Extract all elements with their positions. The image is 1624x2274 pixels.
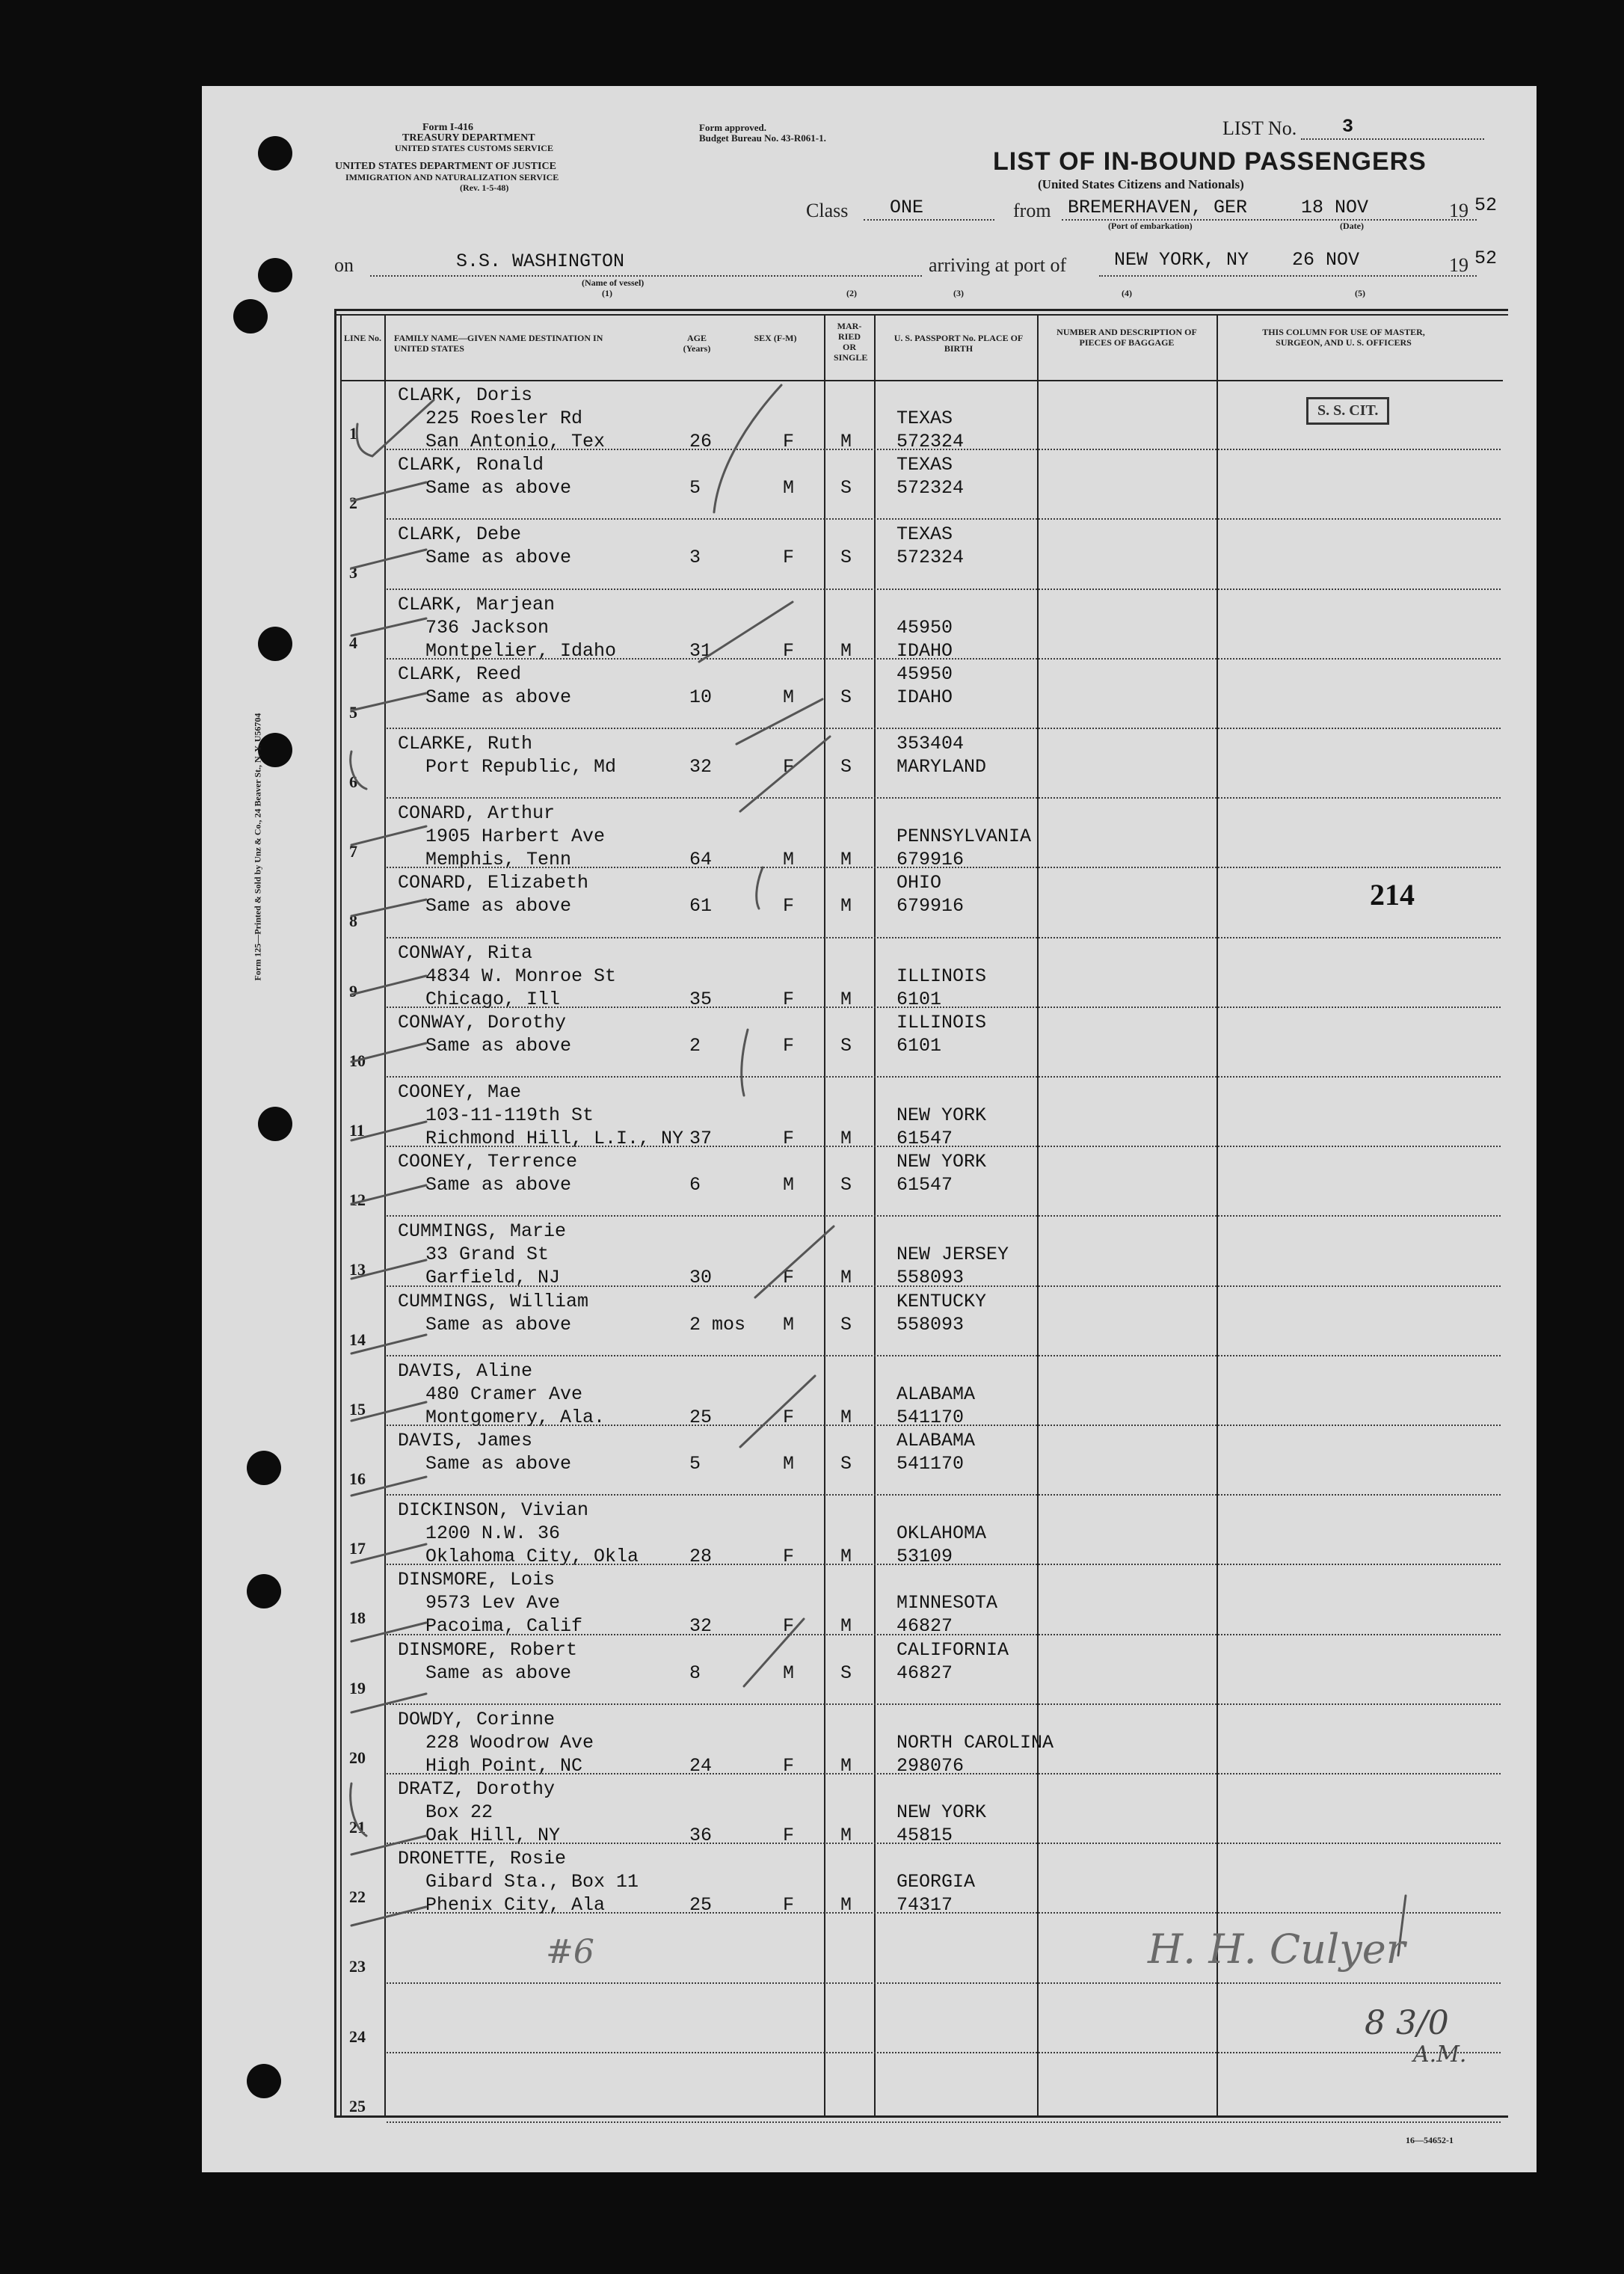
passenger-marital: M: [840, 1894, 852, 1917]
form-approved: Form approved.: [699, 122, 767, 133]
passenger-sex: M: [783, 1313, 795, 1336]
col-header-married: MAR- RIED OR SINGLE: [834, 321, 868, 363]
line-number: 22: [349, 1887, 366, 1907]
form-revision: (Rev. 1-5-48): [460, 182, 509, 193]
passenger-address-2: San Antonio, Tex: [425, 431, 606, 452]
class-line: [864, 219, 994, 221]
passenger-address-2: Richmond Hill, L.I., NY: [425, 1128, 684, 1149]
passenger-age: 25: [689, 1894, 713, 1917]
passenger-sex: M: [783, 477, 795, 500]
passenger-marital: M: [840, 1406, 852, 1428]
passenger-name: CLARK, Reed: [398, 663, 522, 685]
line-number: 7: [349, 842, 357, 861]
line-number: 3: [349, 563, 357, 583]
passenger-marital: M: [840, 1267, 852, 1289]
year-prefix-2: 19: [1449, 254, 1468, 276]
passenger-address-2: Memphis, Tenn: [425, 849, 572, 871]
row-divider: [387, 518, 1501, 520]
citizen-stamp: S. S. CIT.: [1306, 397, 1389, 425]
passenger-age: 6: [689, 1174, 701, 1196]
annotation-214: 214: [1370, 878, 1415, 912]
passenger-marital: S: [840, 756, 852, 778]
passenger-passport: 558093: [896, 1267, 965, 1289]
table-top-border-2: [334, 314, 1508, 316]
margin-note-time: 8 3/0: [1365, 2004, 1449, 2042]
row-divider: [387, 1007, 1501, 1008]
punch-hole: [258, 136, 292, 170]
passenger-address-1: Same as above: [425, 477, 572, 500]
passenger-sex: F: [783, 1034, 795, 1057]
line-number: 21: [349, 1818, 366, 1837]
passenger-name: DINSMORE, Robert: [398, 1638, 578, 1661]
passenger-birthplace: MINNESOTA: [896, 1592, 998, 1614]
row-divider: [387, 1843, 1501, 1844]
passenger-sex: M: [783, 1453, 795, 1475]
vessel-name: S.S. WASHINGTON: [456, 251, 625, 272]
passenger-sex: F: [783, 1406, 795, 1428]
table-top-border: [334, 309, 1508, 311]
passenger-birthplace: NEW JERSEY: [896, 1244, 1009, 1266]
passenger-passport: IDAHO: [896, 639, 953, 662]
vessel-col-number: (1): [602, 288, 612, 298]
passenger-name: DAVIS, James: [398, 1430, 533, 1451]
line-number: 14: [349, 1330, 366, 1349]
passenger-address-1: Gibard Sta., Box 11: [425, 1871, 639, 1893]
passenger-marital: M: [840, 1615, 852, 1638]
passenger-passport: 61547: [896, 1174, 953, 1196]
passenger-name: CONWAY, Rita: [398, 941, 533, 964]
passenger-age: 8: [689, 1662, 701, 1684]
passenger-name: DICKINSON, Vivian: [398, 1499, 589, 1522]
passenger-age: 2: [689, 1034, 701, 1057]
vessel-line: [370, 275, 922, 277]
col-header-sex: SEX (F-M): [754, 333, 797, 343]
passenger-birthplace: CALIFORNIA: [896, 1638, 1009, 1661]
list-subtitle: (United States Citizens and Nationals): [1038, 177, 1244, 191]
passenger-passport: 572324: [896, 547, 965, 569]
passenger-address-1: 480 Cramer Ave: [425, 1383, 583, 1405]
passenger-age: 5: [689, 477, 701, 500]
row-divider: [387, 1773, 1501, 1774]
officer-signature: H. H. Culyer: [1148, 1926, 1406, 1973]
row-divider: [387, 449, 1501, 450]
arrival-port: NEW YORK, NY: [1114, 249, 1249, 271]
passenger-birthplace: TEXAS: [896, 454, 953, 476]
passenger-passport: 45815: [896, 1825, 953, 1846]
passenger-marital: M: [840, 1546, 852, 1568]
passenger-age: 37: [689, 1128, 713, 1149]
passenger-marital: S: [840, 547, 852, 569]
passenger-age: 28: [689, 1546, 713, 1568]
passenger-birthplace: ALABAMA: [896, 1430, 976, 1451]
arriving-label: arriving at port of: [929, 254, 1067, 276]
passenger-sex: F: [783, 1894, 795, 1917]
punch-hole: [258, 258, 292, 292]
passenger-name: CUMMINGS, William: [398, 1290, 589, 1312]
passenger-birthplace: ILLINOIS: [896, 965, 987, 987]
passenger-passport: 558093: [896, 1313, 965, 1336]
passenger-passport: 679916: [896, 849, 965, 871]
passenger-marital: S: [840, 686, 852, 708]
passenger-address-2: Oklahoma City, Okla: [425, 1546, 639, 1568]
class-value: ONE: [890, 197, 924, 218]
list-no-value: 3: [1342, 116, 1354, 138]
line-number: 18: [349, 1608, 366, 1628]
col-header-passport: U. S. PASSPORT No. PLACE OF BIRTH: [893, 333, 1024, 354]
passenger-name: DAVIS, Aline: [398, 1359, 533, 1382]
passenger-age: 5: [689, 1453, 701, 1475]
punch-hole: [233, 299, 268, 334]
passenger-address-1: Same as above: [425, 1662, 572, 1684]
row-divider: [387, 1703, 1501, 1705]
passenger-passport: 6101: [896, 988, 942, 1010]
passenger-passport: 46827: [896, 1615, 953, 1638]
passenger-name: DOWDY, Corinne: [398, 1708, 556, 1730]
passenger-name: DINSMORE, Lois: [398, 1569, 556, 1591]
from-port: BREMERHAVEN, GER: [1068, 197, 1248, 218]
passenger-passport: MARYLAND: [896, 756, 987, 778]
table-header-bottom: [340, 380, 1503, 381]
passenger-name: CLARKE, Ruth: [398, 733, 533, 755]
table-left-border-2: [340, 314, 342, 2116]
passenger-name: CUMMINGS, Marie: [398, 1220, 567, 1243]
line-number: 25: [349, 2096, 366, 2115]
passenger-address-1: Port Republic, Md: [425, 756, 617, 778]
passenger-name: COONEY, Mae: [398, 1081, 522, 1103]
passenger-passport: IDAHO: [896, 686, 953, 708]
row-divider: [387, 2121, 1501, 2123]
passenger-name: CONARD, Elizabeth: [398, 872, 589, 894]
passenger-age: 10: [689, 686, 713, 708]
passenger-passport: 74317: [896, 1894, 953, 1917]
passenger-address-1: Same as above: [425, 686, 572, 708]
passenger-sex: F: [783, 756, 795, 778]
passenger-sex: F: [783, 1615, 795, 1638]
list-title: LIST OF IN-BOUND PASSENGERS: [993, 147, 1427, 176]
line-number: 2: [349, 494, 357, 513]
line-number: 10: [349, 1051, 366, 1070]
form-number: Form I-416: [422, 122, 474, 133]
row-divider: [387, 728, 1501, 729]
passenger-name: CLARK, Marjean: [398, 593, 556, 615]
passenger-age: 24: [689, 1754, 713, 1777]
list-no-line: [1301, 138, 1484, 140]
row-divider: [387, 1982, 1501, 1984]
table-bottom-border: [334, 2115, 1508, 2118]
row-divider: [387, 867, 1501, 868]
row-divider: [387, 1146, 1501, 1147]
passenger-address-2: Montpelier, Idaho: [425, 639, 617, 662]
passenger-age: 31: [689, 639, 713, 662]
passenger-name: DRATZ, Dorothy: [398, 1778, 556, 1800]
row-divider: [387, 797, 1501, 799]
passenger-passport: 6101: [896, 1034, 942, 1057]
line-number: 24: [349, 2026, 366, 2046]
passenger-marital: M: [840, 895, 852, 918]
passenger-age: 32: [689, 1615, 713, 1638]
line-number: 13: [349, 1260, 366, 1279]
passenger-name: CONARD, Arthur: [398, 802, 556, 825]
line-number: 17: [349, 1539, 366, 1558]
from-label: from: [1013, 200, 1051, 221]
punch-hole: [247, 1574, 281, 1608]
passenger-age: 61: [689, 895, 713, 918]
row-divider: [387, 1634, 1501, 1635]
punch-hole: [247, 2064, 281, 2098]
passenger-birthplace: 353404: [896, 733, 965, 755]
passenger-address-1: Same as above: [425, 547, 572, 569]
passenger-passport: 46827: [896, 1662, 953, 1684]
passenger-address-1: 1200 N.W. 36: [425, 1522, 561, 1545]
col-header-age: AGE (Years): [683, 333, 711, 354]
passenger-birthplace: OKLAHOMA: [896, 1522, 987, 1545]
passenger-name: CLARK, Debe: [398, 523, 522, 546]
passenger-age: 64: [689, 849, 713, 871]
passenger-passport: 572324: [896, 477, 965, 500]
passenger-birthplace: NORTH CAROLINA: [896, 1731, 1054, 1754]
line-number: 5: [349, 702, 357, 722]
row-divider: [387, 2052, 1501, 2053]
line-number: 6: [349, 772, 357, 791]
departure-year: 52: [1474, 194, 1498, 216]
passenger-age: 2 mos: [689, 1313, 746, 1336]
passenger-sex: M: [783, 686, 795, 708]
punch-hole: [247, 1451, 281, 1485]
passenger-age: 3: [689, 547, 701, 569]
col-header-name: FAMILY NAME—GIVEN NAME DESTINATION IN UNITED STATES: [394, 333, 603, 354]
passenger-passport: 541170: [896, 1453, 965, 1475]
passenger-marital: S: [840, 1662, 852, 1684]
passenger-birthplace: TEXAS: [896, 408, 953, 429]
col-header-line: LINE No.: [343, 333, 381, 343]
line-number: 16: [349, 1469, 366, 1488]
passenger-age: 25: [689, 1406, 713, 1428]
passenger-address-1: Same as above: [425, 1453, 572, 1475]
line-number: 4: [349, 633, 357, 652]
row-divider: [387, 1564, 1501, 1565]
line-number: 15: [349, 1399, 366, 1419]
line-number: 20: [349, 1748, 366, 1767]
passenger-address-2: Garfield, NJ: [425, 1267, 561, 1289]
arrival-year: 52: [1474, 248, 1498, 269]
passenger-address-1: 33 Grand St: [425, 1244, 550, 1266]
departure-date: 18 NOV: [1301, 197, 1369, 218]
passenger-address-2: Chicago, Ill: [425, 988, 561, 1010]
passenger-birthplace: NEW YORK: [896, 1104, 987, 1126]
passenger-table: [334, 309, 1508, 2117]
col-divider-line: [384, 314, 386, 2116]
passenger-sex: F: [783, 639, 795, 662]
passenger-address-2: High Point, NC: [425, 1754, 583, 1777]
col-num-4: (4): [1122, 288, 1132, 298]
passenger-age: 32: [689, 756, 713, 778]
passenger-address-1: 4834 W. Monroe St: [425, 965, 617, 987]
passenger-address-1: 225 Roesler Rd: [425, 408, 583, 429]
passenger-address-1: Same as above: [425, 1034, 572, 1057]
line-number: 1: [349, 424, 357, 443]
passenger-name: DRONETTE, Rosie: [398, 1848, 567, 1870]
passenger-sex: F: [783, 988, 795, 1010]
vessel-note: (Name of vessel): [582, 277, 645, 288]
passenger-address-1: 9573 Lev Ave: [425, 1592, 561, 1614]
passenger-address-1: 103-11-119th St: [425, 1104, 594, 1126]
passenger-address-1: 736 Jackson: [425, 616, 550, 639]
passenger-passport: 298076: [896, 1754, 965, 1777]
passenger-address-1: Same as above: [425, 895, 572, 918]
passenger-marital: S: [840, 1453, 852, 1475]
dept-justice: UNITED STATES DEPARTMENT OF JUSTICE: [335, 161, 556, 172]
punch-hole: [258, 1107, 292, 1141]
row-divider: [387, 589, 1501, 590]
budget-bureau: Budget Bureau No. 43-R061-1.: [699, 132, 826, 144]
col-num-2: (2): [846, 288, 857, 298]
passenger-marital: M: [840, 639, 852, 662]
passenger-sex: M: [783, 849, 795, 871]
passenger-birthplace: GEORGIA: [896, 1871, 976, 1893]
passenger-sex: F: [783, 1128, 795, 1149]
line-number: 12: [349, 1190, 366, 1210]
form-footer-code: 16—54652-1: [1406, 2135, 1454, 2145]
row-divider: [387, 1355, 1501, 1356]
passenger-address-1: Same as above: [425, 1174, 572, 1196]
passenger-birthplace: NEW YORK: [896, 1801, 987, 1823]
on-label: on: [334, 254, 354, 276]
passenger-marital: S: [840, 1034, 852, 1057]
passenger-passport: 61547: [896, 1128, 953, 1149]
passenger-marital: M: [840, 1128, 852, 1149]
col-num-3: (3): [953, 288, 964, 298]
passenger-marital: M: [840, 988, 852, 1010]
row-divider: [387, 1425, 1501, 1426]
dept-treasury: TREASURY DEPARTMENT: [402, 132, 535, 144]
passenger-birthplace: 45950: [896, 663, 953, 685]
row-divider: [387, 1076, 1501, 1078]
table-left-border: [334, 309, 336, 2117]
passenger-sex: F: [783, 1267, 795, 1289]
margin-note-number: #6: [546, 1933, 594, 1971]
passenger-birthplace: NEW YORK: [896, 1151, 987, 1173]
line-number: 11: [349, 1121, 365, 1140]
row-divider: [387, 937, 1501, 938]
passenger-address-1: 1905 Harbert Ave: [425, 826, 606, 848]
port-embarkation-note: (Port of embarkation): [1108, 221, 1193, 231]
row-divider: [387, 658, 1501, 660]
col-num-5: (5): [1355, 288, 1365, 298]
passenger-birthplace: PENNSYLVANIA: [896, 826, 1032, 848]
line-number: 19: [349, 1678, 366, 1697]
passenger-sex: F: [783, 1754, 795, 1777]
passenger-address-1: Box 22: [425, 1801, 493, 1823]
form-sheet: [202, 86, 1537, 2172]
passenger-birthplace: 45950: [896, 616, 953, 639]
passenger-passport: 541170: [896, 1406, 965, 1428]
passenger-address-2: Phenix City, Ala: [425, 1894, 606, 1917]
passenger-marital: M: [840, 849, 852, 871]
passenger-birthplace: OHIO: [896, 872, 942, 894]
passenger-age: 30: [689, 1267, 713, 1289]
passenger-marital: M: [840, 431, 852, 452]
passenger-age: 26: [689, 431, 713, 452]
col-header-baggage: NUMBER AND DESCRIPTION OF PIECES OF BAGGAGE: [1056, 327, 1197, 348]
passenger-birthplace: TEXAS: [896, 523, 953, 546]
passenger-birthplace: KENTUCKY: [896, 1290, 987, 1312]
passenger-marital: S: [840, 1313, 852, 1336]
margin-note-ampm: A.M.: [1413, 2041, 1467, 2068]
line-number: 23: [349, 1957, 366, 1976]
passenger-age: 36: [689, 1825, 713, 1846]
passenger-name: CONWAY, Dorothy: [398, 1011, 567, 1033]
passenger-address-2: Montgomery, Ala.: [425, 1406, 606, 1428]
passenger-age: 35: [689, 988, 713, 1010]
dept-customs: UNITED STATES CUSTOMS SERVICE: [395, 143, 553, 153]
printer-imprint: Form 125—Printed & Sold by Unz & Co., 24 Beaver St., N. Y. U56704: [252, 713, 263, 981]
date-note: (Date): [1340, 221, 1364, 231]
passenger-marital: M: [840, 1825, 852, 1846]
arrival-date: 26 NOV: [1292, 249, 1360, 271]
arrival-line: [1099, 275, 1477, 277]
passenger-passport: 572324: [896, 431, 965, 452]
passenger-birthplace: ILLINOIS: [896, 1011, 987, 1033]
passenger-sex: F: [783, 1546, 795, 1568]
row-divider: [387, 1215, 1501, 1217]
col-header-officers: THIS COLUMN FOR USE OF MASTER, SURGEON, AND U. S. OFFICERS: [1262, 327, 1425, 348]
line-number: 8: [349, 912, 357, 931]
passenger-name: CLARK, Ronald: [398, 454, 544, 476]
passenger-sex: F: [783, 1825, 795, 1846]
passenger-address-1: 228 Woodrow Ave: [425, 1731, 594, 1754]
dept-immigration: IMMIGRATION AND NATURALIZATION SERVICE: [345, 172, 559, 182]
class-label: Class: [806, 200, 849, 221]
passenger-address-2: Oak Hill, NY: [425, 1825, 561, 1846]
passenger-sex: M: [783, 1174, 795, 1196]
year-prefix: 19: [1449, 200, 1468, 221]
row-divider: [387, 1494, 1501, 1496]
passenger-passport: 53109: [896, 1546, 953, 1568]
passenger-sex: F: [783, 547, 795, 569]
passenger-sex: F: [783, 431, 795, 452]
passenger-sex: M: [783, 1662, 795, 1684]
passenger-name: COONEY, Terrence: [398, 1151, 578, 1173]
passenger-sex: F: [783, 895, 795, 918]
list-no-label: LIST No.: [1222, 117, 1297, 139]
passenger-address-1: Same as above: [425, 1313, 572, 1336]
passenger-name: CLARK, Doris: [398, 384, 533, 406]
passenger-birthplace: ALABAMA: [896, 1383, 976, 1405]
passenger-passport: 679916: [896, 895, 965, 918]
passenger-address-2: Pacoima, Calif: [425, 1615, 583, 1638]
passenger-marital: M: [840, 1754, 852, 1777]
line-number: 9: [349, 981, 357, 1001]
passenger-marital: S: [840, 477, 852, 500]
row-divider: [387, 1912, 1501, 1914]
passenger-marital: S: [840, 1174, 852, 1196]
row-divider: [387, 1285, 1501, 1287]
